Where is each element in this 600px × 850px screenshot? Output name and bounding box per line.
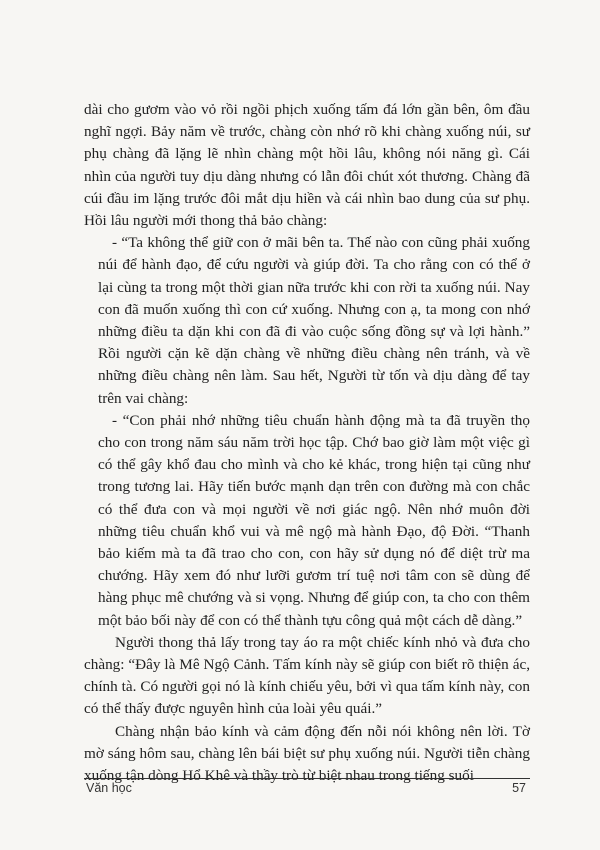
footer-divider — [84, 778, 530, 779]
page-number: 57 — [512, 781, 526, 795]
paragraph-3: - “Con phải nhớ những tiêu chuẩn hành động mà ta đã truyền thọ cho con trong năm sáu năm trời học tập. Chớ bao giờ làm một việc gì có thể gây khổ đau cho mình và cho kẻ khác, trong hiện tại cũng như trong tương lai. Hãy tiến bước mạnh dạn trên con đường mà con chắc có thể đưa con và mọi người về nơi giác ngộ. Nên nhớ muôn đời những tiêu chuẩn khổ vui và mê ngộ mà hành Đạo, độ Đời. “Thanh bảo kiếm mà ta đã trao cho con, con hãy sử dụng nó để diệt trừ ma chướng. Hãy xem đó như lưỡi gươm trí tuệ nơi tâm con sẽ dùng để hàng phục mê chướng và si vọng. Nhưng để giúp con, ta cho con thêm một bảo bối này để con có thể thành tựu công quả một cách dễ dàng.” — [98, 411, 530, 629]
paragraph-5: Chàng nhận bảo kính và cảm động đến nỗi nói không nên lời. Tờ mờ sáng hôm sau, chàng lên bái biệt sư phụ xuống núi. Người tiễn chàng xuống tận dòng Hổ Khê và thầy trò từ biệt nhau trong tiếng suối — [84, 722, 530, 785]
page-body — [84, 99, 530, 787]
paragraph-4: Người thong thả lấy trong tay áo ra một chiếc kính nhỏ và đưa cho chàng: “Đây là Mê Ngộ Cảnh. Tấm kính này sẽ giúp con biết rõ thiện ác, chính tà. Có người gọi nó là kính chiếu yêu, bởi vì qua tấm kính này, con có thể thấy được nguyên hình của loài yêu quái.” — [84, 633, 530, 718]
footer-section-title: Văn học — [86, 781, 132, 795]
paragraph-2: - “Ta không thể giữ con ở mãi bên ta. Thế nào con cũng phải xuống núi để hành đạo, để cứu người và giúp đời. Ta cho rằng con có thể ở lại cùng ta trong một thời gian nữa trước khi con rời ta xuống núi. Nay con đã muốn xuống thì con cứ xuống. Nhưng con ạ, ta mong con nhớ những điều ta dặn khi con đã đi vào cuộc sống đồng sự và lợi hành.” Rồi người cặn kẽ dặn chàng về những điều chàng nên tránh, và về những điều chàng nên làm. Sau hết, Người từ tốn và dịu dàng để tay trên vai chàng: — [98, 234, 530, 407]
paragraph-1: dài cho gươm vào vỏ rồi ngồi phịch xuống tấm đá lớn gần bên, ôm đầu nghĩ ngợi. Bảy năm về trước, chàng còn nhớ rõ khi chàng xuống núi, sư phụ chàng đã lặng lẽ nhìn chàng một hồi lâu, không nói năng gì. Cái nhìn của người tuy dịu dàng nhưng có lẫn đôi chút xót thương. Chàng đã cúi đầu im lặng trước đôi mắt dịu hiền và cái nhìn bao dung của sư phụ. Hồi lâu người mới thong thả bảo chàng: — [84, 101, 530, 230]
